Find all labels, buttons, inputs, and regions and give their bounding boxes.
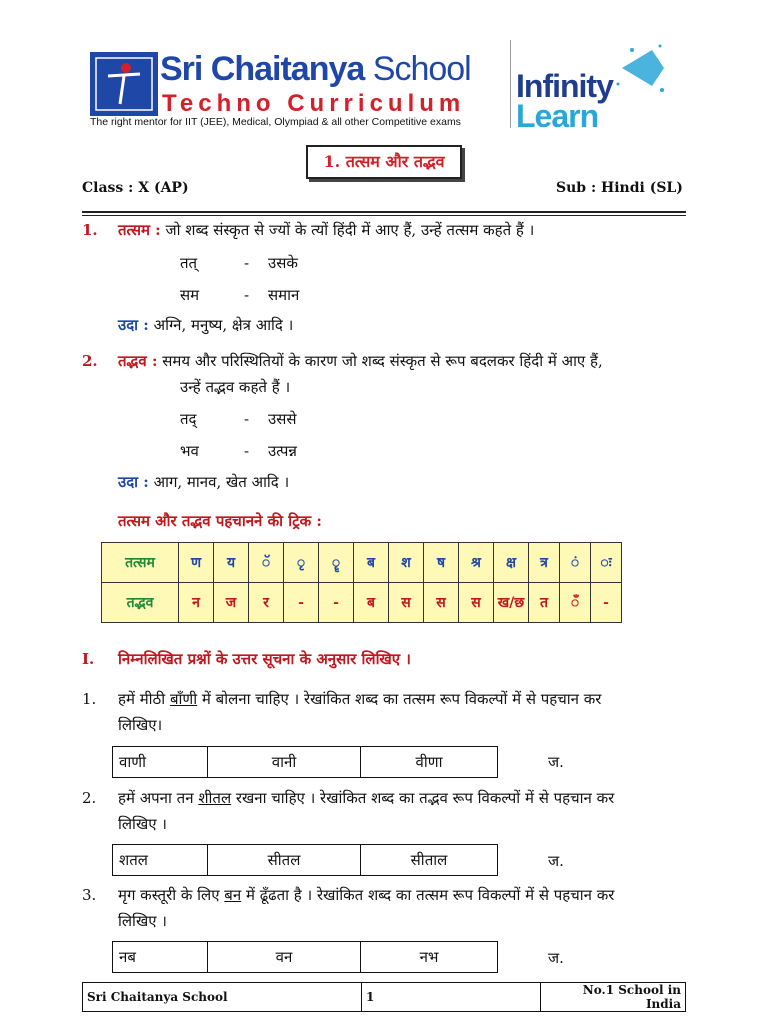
trick-cell: ः	[591, 543, 622, 583]
trick-cell: ब	[354, 543, 389, 583]
exercise-heading: निम्नलिखित प्रश्नों के उत्तर सूचना के अनुसार लिखिए ।	[118, 650, 411, 668]
partner-logo-line1: Infinity	[516, 68, 613, 104]
option-c: नभ	[361, 942, 498, 973]
question-text: हमें अपना तन शीतल रखना चाहिए । रेखांकित शब्द का तद्भव रूप विकल्पों में से पहचान कर	[118, 789, 615, 807]
section-2-definition: तद्भव : समय और परिस्थितियों के कारण जो शब्द संस्कृत से रूप बदलकर हिंदी में आए हैं,	[118, 352, 603, 370]
part-left: तद्	[180, 410, 197, 428]
trick-cell: क्ष	[494, 543, 529, 583]
divider-rule	[82, 211, 686, 213]
trick-cell: ृ	[284, 543, 319, 583]
trick-cell: ँ	[560, 583, 591, 623]
trick-row-tatsam	[102, 543, 622, 583]
footer-slogan: No.1 School in India	[541, 983, 686, 1012]
option-b: वन	[208, 942, 361, 973]
answer-label: ज.	[548, 949, 564, 967]
trick-cell: त	[529, 583, 560, 623]
question-text: मृग कस्तूरी के लिए बन में ढूँढता है । रेखांकित शब्द का तत्सम रूप विकल्पों में से पहचान कर	[118, 886, 615, 904]
part-dash: -	[244, 442, 250, 460]
brand-tagline: The right mentor for IIT (JEE), Medical, Olympiad & all other Competitive exams	[90, 116, 461, 128]
class-info: Class : X (AP)	[82, 180, 189, 196]
option-b: वानी	[208, 747, 361, 778]
part-right: उत्पन्न	[268, 442, 297, 460]
trick-cell: श्र	[459, 543, 494, 583]
trick-cell: र	[249, 583, 284, 623]
part-right: उसके	[268, 254, 298, 272]
trick-cell: ख/छ	[494, 583, 529, 623]
section-1-example: उदा : अग्नि, मनुष्य, क्षेत्र आदि ।	[118, 316, 294, 334]
trick-cell: ॅ	[249, 543, 284, 583]
trick-cell: ष	[424, 543, 459, 583]
trick-row-tadbhav	[102, 583, 622, 623]
trick-cell: श	[389, 543, 424, 583]
trick-cell: त्र	[529, 543, 560, 583]
subject-info: Sub : Hindi (SL)	[556, 180, 683, 196]
trick-table	[101, 542, 622, 623]
trick-cell: ज	[214, 583, 249, 623]
section-2: 2.	[82, 352, 98, 370]
section-1-definition: तत्सम : जो शब्द संस्कृत से ज्यों के त्यों हिंदी में आए हैं, उन्हें तत्सम कहते हैं ।	[118, 221, 535, 239]
part-right: उससे	[268, 410, 297, 428]
option-b: सीतल	[208, 845, 361, 876]
options-table	[112, 844, 498, 876]
header-divider	[510, 40, 511, 128]
school-logo	[90, 52, 158, 116]
question-text-line2: लिखिए ।	[118, 912, 167, 930]
trick-cell: तद्भव	[102, 583, 179, 623]
trick-cell: न	[179, 583, 214, 623]
option-c: वीणा	[361, 747, 498, 778]
part-left: तत्	[180, 254, 198, 272]
part-dash: -	[244, 286, 250, 304]
partner-logo-line2: Learn	[516, 98, 599, 134]
footer-school: Sri Chaitanya School	[83, 983, 362, 1012]
trick-cell: ॄ	[319, 543, 354, 583]
option-a: वाणी	[113, 747, 208, 778]
answer-label: ज.	[548, 852, 564, 870]
section-2-definition-line2: उन्हें तद्भव कहते हैं ।	[180, 378, 291, 396]
question-text-line2: लिखिए।	[118, 716, 163, 734]
trick-cell: ब	[354, 583, 389, 623]
divider-rule-thin	[82, 215, 686, 216]
chapter-title: 1. तत्सम और तद्भव	[306, 145, 462, 179]
answer-label: ज.	[548, 753, 564, 771]
exercise-num: I.	[82, 650, 95, 668]
sparkle-icon	[612, 40, 668, 96]
options-table	[112, 941, 498, 973]
options-table	[112, 746, 498, 778]
option-a: शतल	[113, 845, 208, 876]
trick-cell: ं	[560, 543, 591, 583]
brand-subtitle: Techno Curriculum	[162, 90, 466, 117]
part-dash: -	[244, 254, 250, 272]
page-footer	[82, 982, 686, 1012]
trick-cell: -	[319, 583, 354, 623]
question-num: 2.	[82, 789, 97, 807]
part-right: समान	[268, 286, 300, 304]
option-c: सीताल	[361, 845, 498, 876]
trick-cell: स	[424, 583, 459, 623]
part-left: सम	[180, 286, 200, 304]
trick-heading: तत्सम और तद्भव पहचानने की ट्रिक :	[118, 512, 322, 530]
footer-page-number: 1	[362, 983, 541, 1012]
trick-cell: स	[459, 583, 494, 623]
trick-cell: ण	[179, 543, 214, 583]
section-2-example: उदा : आग, मानव, खेत आदि ।	[118, 473, 290, 491]
trick-cell: -	[284, 583, 319, 623]
brand-title: Sri Chaitanya School	[160, 50, 471, 88]
trick-cell: तत्सम	[102, 543, 179, 583]
part-dash: -	[244, 410, 250, 428]
question-text-line2: लिखिए ।	[118, 815, 167, 833]
trick-cell: य	[214, 543, 249, 583]
option-a: नब	[113, 942, 208, 973]
trick-cell: स	[389, 583, 424, 623]
question-num: 3.	[82, 886, 97, 904]
trick-cell: -	[591, 583, 622, 623]
section-1: 1.	[82, 221, 98, 239]
part-left: भव	[180, 442, 199, 460]
question-text: हमें मीठी बाँणी में बोलना चाहिए । रेखांकित शब्द का तत्सम रूप विकल्पों में से पहचान कर	[118, 690, 602, 708]
question-num: 1.	[82, 690, 97, 708]
